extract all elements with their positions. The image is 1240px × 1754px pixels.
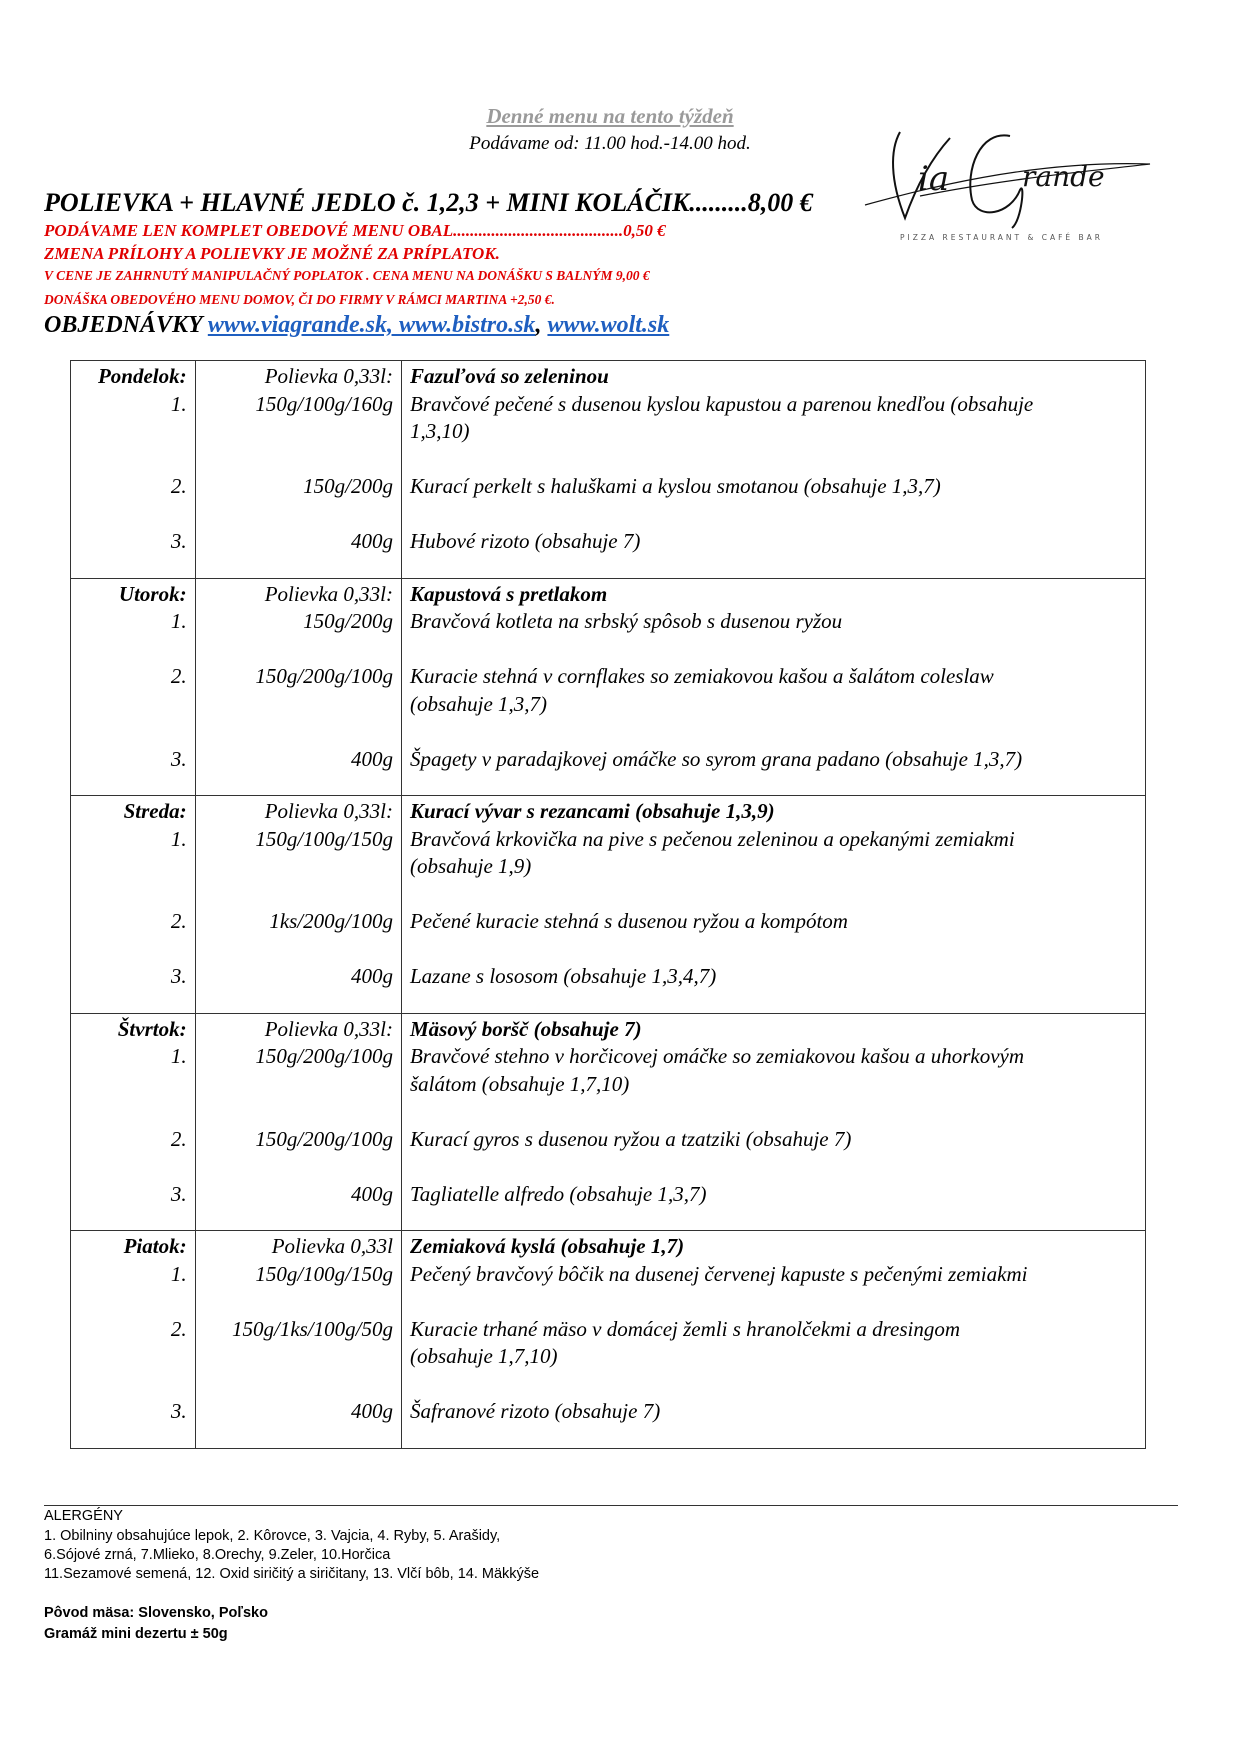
allergens-title: ALERGÉNY bbox=[44, 1508, 123, 1524]
menu-day-row bbox=[71, 578, 1146, 796]
menu-day-row bbox=[71, 1231, 1146, 1449]
weight-cell bbox=[195, 1231, 401, 1449]
dish-number: 3. bbox=[170, 529, 187, 553]
order-link-viagrande-bistro[interactable]: www.viagrande.sk, www.bistro.sk bbox=[207, 312, 536, 338]
dish-weight: 150g/200g/100g bbox=[255, 1126, 393, 1151]
dish-weight: 150g/200g/100g bbox=[255, 1044, 393, 1068]
dish-cell bbox=[401, 578, 1145, 796]
orders-label: OBJEDNÁVKY bbox=[44, 312, 202, 338]
allergens-line-2: 6.Sójové zrná, 7.Mlieko, 8.Orechy, 9.Zeler, 10.Horčica bbox=[44, 1547, 391, 1563]
dish-number: 2. bbox=[170, 1126, 187, 1151]
dish-number: 3. bbox=[170, 1399, 187, 1423]
dish-number: 2. bbox=[170, 474, 187, 498]
dish-cell bbox=[401, 1231, 1145, 1449]
offer-note-packaging: PODÁVAME LEN KOMPLET OBEDOVÉ MENU OBAL........................................0,50 € bbox=[44, 221, 666, 240]
soup-label: Polievka 0,33l: bbox=[264, 1016, 393, 1041]
dish-name: Tagliatelle alfredo (obsahuje 1,3,7) bbox=[409, 1181, 707, 1206]
dish-name: (obsahuje 1,9) bbox=[409, 854, 532, 878]
dish-name: Šafranové rizoto (obsahuje 7) bbox=[409, 1399, 661, 1423]
dish-weight: 400g bbox=[350, 1181, 393, 1206]
weight-cell bbox=[195, 578, 401, 796]
dish-name: Bravčové stehno v horčicovej omáčke so zemiakovou kašou a uhorkovým bbox=[409, 1044, 1025, 1068]
day-cell bbox=[71, 796, 196, 1014]
dish-weight: 400g bbox=[350, 964, 393, 988]
weight-cell bbox=[195, 361, 401, 579]
dish-number: 1. bbox=[170, 826, 187, 851]
meat-origin: Pôvod mäsa: Slovensko, Poľsko bbox=[44, 1605, 268, 1621]
day-cell bbox=[71, 361, 196, 579]
dish-number: 1. bbox=[170, 1261, 187, 1286]
dish-weight: 150g/200g bbox=[303, 609, 393, 633]
dish-name: Bravčová kotleta na srbský spôsob s dusenou ryžou bbox=[409, 609, 843, 633]
offer-note-delivery: DONÁŠKA OBEDOVÉHO MENU DOMOV, ČI DO FIRMY V RÁMCI MARTINA +2,50 €. bbox=[44, 292, 555, 307]
dish-name: Pečený bravčový bôčik na dusenej červenej kapuste s pečenými zemiakmi bbox=[409, 1261, 1028, 1286]
offer-note-change: ZMENA PRÍLOHY A POLIEVKY JE MOŽNÉ ZA PRÍPLATOK. bbox=[44, 244, 500, 263]
serving-hours: Podávame od: 11.00 hod.-14.00 hod. bbox=[469, 133, 751, 154]
dish-weight: 150g/100g/150g bbox=[255, 826, 393, 851]
dish-number: 1. bbox=[170, 609, 187, 633]
orders-separator: , bbox=[535, 312, 548, 338]
dish-number: 3. bbox=[170, 1181, 187, 1206]
menu-day-row bbox=[71, 796, 1146, 1014]
dish-number: 2. bbox=[170, 1316, 187, 1341]
logo-tagline: PIZZA RESTAURANT & CAFÉ BAR bbox=[900, 233, 1103, 242]
menu-day-row bbox=[71, 361, 1146, 579]
day-name: Štvrtok: bbox=[117, 1016, 187, 1041]
offer-note-fee: V CENE JE ZAHRNUTÝ MANIPULAČNÝ POPLATOK . CENA MENU NA DONÁŠKU S BALNÝM 9,00 € bbox=[44, 268, 650, 283]
dish-name: Kuracie stehná v cornflakes so zemiakovou kašou a šalátom coleslaw bbox=[409, 664, 994, 688]
dish-name: Bravčová krkovička na pive s pečenou zeleninou a opekanými zemiakmi bbox=[409, 826, 1015, 851]
dish-name: Lazane s lososom (obsahuje 1,3,4,7) bbox=[409, 964, 717, 988]
day-cell bbox=[71, 1013, 196, 1231]
day-cell bbox=[71, 1231, 196, 1449]
dish-name: Bravčové pečené s dusenou kyslou kapustou a parenou knedľou (obsahuje bbox=[409, 391, 1034, 416]
svg-text:rande: rande bbox=[1022, 160, 1105, 193]
weight-cell bbox=[195, 1013, 401, 1231]
dish-weight: 400g bbox=[350, 1399, 393, 1423]
dish-name: Hubové rizoto (obsahuje 7) bbox=[409, 529, 641, 553]
dish-name: Špagety v paradajkovej omáčke so syrom grana padano (obsahuje 1,3,7) bbox=[409, 746, 1023, 771]
orders-line bbox=[44, 312, 669, 339]
dish-weight: 150g/100g/150g bbox=[255, 1261, 393, 1286]
dish-weight: 1ks/200g/100g bbox=[269, 909, 393, 933]
weekly-menu-table bbox=[70, 360, 1146, 1449]
day-name: Streda: bbox=[123, 799, 187, 823]
dish-weight: 400g bbox=[350, 746, 393, 771]
svg-text:ia: ia bbox=[918, 159, 950, 199]
dish-weight: 150g/200g/100g bbox=[255, 664, 393, 688]
soup-label: Polievka 0,33l: bbox=[264, 581, 393, 606]
soup-name: Kurací vývar s rezancami (obsahuje 1,3,9) bbox=[409, 799, 775, 823]
order-link-wolt[interactable]: www.wolt.sk bbox=[547, 312, 670, 338]
menu-offer-price: POLIEVKA + HLAVNÉ JEDLO č. 1,2,3 + MINI KOLÁČIK.........8,00 € bbox=[44, 188, 813, 217]
allergens-line-1: 1. Obilniny obsahujúce lepok, 2. Kôrovce, 3. Vajcia, 4. Ryby, 5. Arašidy, bbox=[44, 1528, 501, 1544]
dish-weight: 150g/200g bbox=[303, 474, 393, 498]
soup-label: Polievka 0,33l bbox=[271, 1234, 393, 1258]
soup-label: Polievka 0,33l: bbox=[264, 799, 393, 823]
dish-weight: 150g/100g/160g bbox=[255, 391, 393, 416]
menu-day-row bbox=[71, 1013, 1146, 1231]
soup-name: Zemiaková kyslá (obsahuje 1,7) bbox=[409, 1234, 685, 1258]
soup-label: Polievka 0,33l: bbox=[264, 364, 393, 388]
dish-number: 3. bbox=[170, 746, 187, 771]
dish-number: 2. bbox=[170, 909, 187, 933]
day-name: Pondelok: bbox=[97, 364, 187, 388]
soup-name: Fazuľová so zeleninou bbox=[409, 364, 609, 388]
footer-divider bbox=[44, 1505, 1178, 1506]
dish-cell bbox=[401, 796, 1145, 1014]
dish-number: 1. bbox=[170, 1044, 187, 1068]
dessert-weight: Gramáž mini dezertu ± 50g bbox=[44, 1626, 228, 1642]
dish-name: Kurací gyros s dusenou ryžou a tzatziki (obsahuje 7) bbox=[409, 1126, 852, 1151]
dish-name: Pečené kuracie stehná s dusenou ryžou a kompótom bbox=[409, 909, 848, 933]
day-cell bbox=[71, 578, 196, 796]
weight-cell bbox=[195, 796, 401, 1014]
dish-cell bbox=[401, 1013, 1145, 1231]
dish-name: Kurací perkelt s haluškami a kyslou smotanou (obsahuje 1,3,7) bbox=[409, 474, 941, 498]
dish-name: Kuracie trhané mäso v domácej žemli s hranolčekmi a dresingom bbox=[409, 1316, 960, 1341]
menu-title: Denné menu na tento týždeň bbox=[486, 104, 734, 128]
dish-name: (obsahuje 1,7,10) bbox=[409, 1344, 558, 1368]
dish-name: (obsahuje 1,3,7) bbox=[409, 691, 548, 716]
soup-name: Mäsový boršč (obsahuje 7) bbox=[409, 1016, 642, 1041]
dish-weight: 400g bbox=[350, 529, 393, 553]
dish-number: 1. bbox=[170, 391, 187, 416]
day-name: Piatok: bbox=[123, 1234, 187, 1258]
allergens-line-3: 11.Sezamové semená, 12. Oxid siričitý a siričitany, 13. Vlčí bôb, 14. Mäkkýše bbox=[44, 1566, 540, 1582]
dish-weight: 150g/1ks/100g/50g bbox=[231, 1316, 393, 1341]
via-grande-logo bbox=[860, 120, 1160, 250]
day-name: Utorok: bbox=[118, 581, 187, 606]
dish-number: 3. bbox=[170, 964, 187, 988]
dish-name: šalátom (obsahuje 1,7,10) bbox=[409, 1071, 630, 1096]
dish-name: 1,3,10) bbox=[409, 419, 470, 443]
soup-name: Kapustová s pretlakom bbox=[409, 581, 608, 606]
dish-number: 2. bbox=[170, 664, 187, 688]
dish-cell bbox=[401, 361, 1145, 579]
